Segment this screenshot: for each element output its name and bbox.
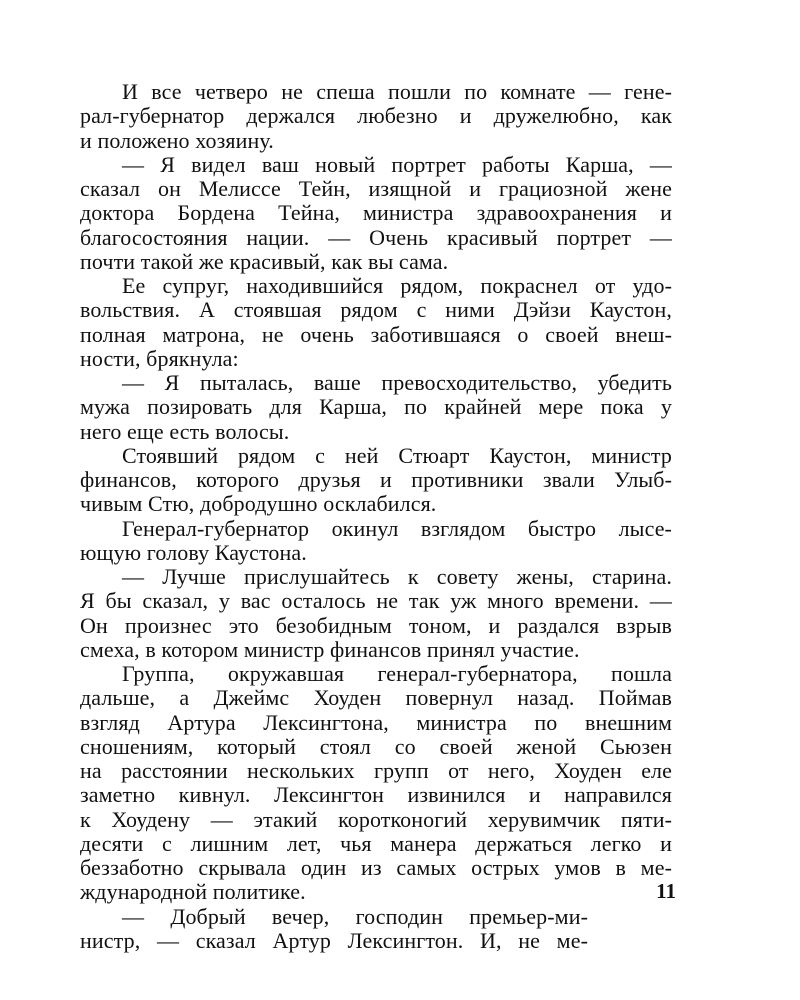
body-text: [80, 80, 672, 953]
text-line: вольствия. А стоявшая рядом с ними Дэйзи Каустон,: [80, 297, 672, 323]
text-line: — Лучше прислушайтесь к совету жены, старина.: [122, 564, 672, 589]
text-line: сношениям, который стоял со своей женой Сьюзен: [80, 733, 672, 759]
text-line: полная матрона, не очень заботившаяся о своей внеш-: [80, 321, 672, 347]
text-line: к Хоудену — этакий коротконогий херувимчик пяти-: [80, 806, 672, 832]
text-line: Группа, окружавшая генерал-губернатора, пошла: [122, 661, 672, 686]
text-line: смеха, в котором министр финансов принял участие.: [80, 636, 580, 662]
text-line: рал-губернатор держался любезно и дружелюбно, как: [80, 103, 672, 129]
text-line: него еще есть волосы.: [80, 418, 290, 444]
page-number: 11: [656, 879, 676, 903]
text-line: заметно кивнул. Лексингтон извинился и направился: [80, 782, 672, 808]
text-line: Он произнес это безобидным тоном, и раздался взрыв: [80, 612, 672, 638]
text-line: Генерал-губернатор окинул взглядом быстро лысе-: [122, 515, 672, 541]
text-line: И все четверо не спеша пошли по комнате — гене-: [122, 79, 672, 104]
text-line: — Я пыталась, ваше превосходительство, убедить: [122, 370, 672, 395]
text-line: благосостояния нации. — Очень красивый портрет —: [80, 224, 672, 250]
text-line: почти такой же красивый, как вы сама.: [80, 248, 449, 274]
text-line: и положено хозяину.: [80, 127, 274, 153]
text-line: Стоявший рядом с ней Стюарт Каустон, министр: [122, 442, 672, 468]
text-line: беззаботно скрывала один из самых острых умов в ме-: [80, 855, 672, 880]
text-line: ности, брякнула:: [80, 345, 239, 371]
text-line: нистр, — сказал Артур Лексингтон. И, не ме-: [80, 927, 588, 953]
text-line: чивым Стю, добродушно осклабился.: [80, 491, 437, 517]
text-line: мужа позировать для Карша, по крайней мере пока у: [80, 394, 672, 420]
text-line: ющую голову Каустона.: [80, 539, 307, 565]
text-line: — Добрый вечер, господин премьер-ми-: [122, 903, 588, 929]
text-line: сказал он Мелиссе Тейн, изящной и грациозной жене: [80, 176, 672, 201]
text-line: десяти с лишним лет, чья манера держаться легко и: [80, 830, 672, 856]
text-line: дальше, а Джеймс Хоуден повернул назад. Поймав: [80, 685, 672, 711]
text-line: доктора Бордена Тейна, министра здравоохранения и: [80, 200, 672, 226]
text-line: ждународной политике.: [80, 879, 306, 905]
text-line: Ее супруг, находившийся рядом, покраснел от удо-: [122, 273, 672, 298]
text-line: финансов, которого друзья и противники звали Улыб-: [80, 467, 672, 492]
text-line: взгляд Артура Лексингтона, министра по внешним: [80, 709, 672, 735]
text-line: на расстоянии нескольких групп от него, Хоуден еле: [80, 758, 672, 783]
text-line: Я бы сказал, у вас осталось не так уж много времени. —: [80, 588, 672, 614]
text-line: — Я видел ваш новый портрет работы Карша, —: [122, 151, 672, 177]
